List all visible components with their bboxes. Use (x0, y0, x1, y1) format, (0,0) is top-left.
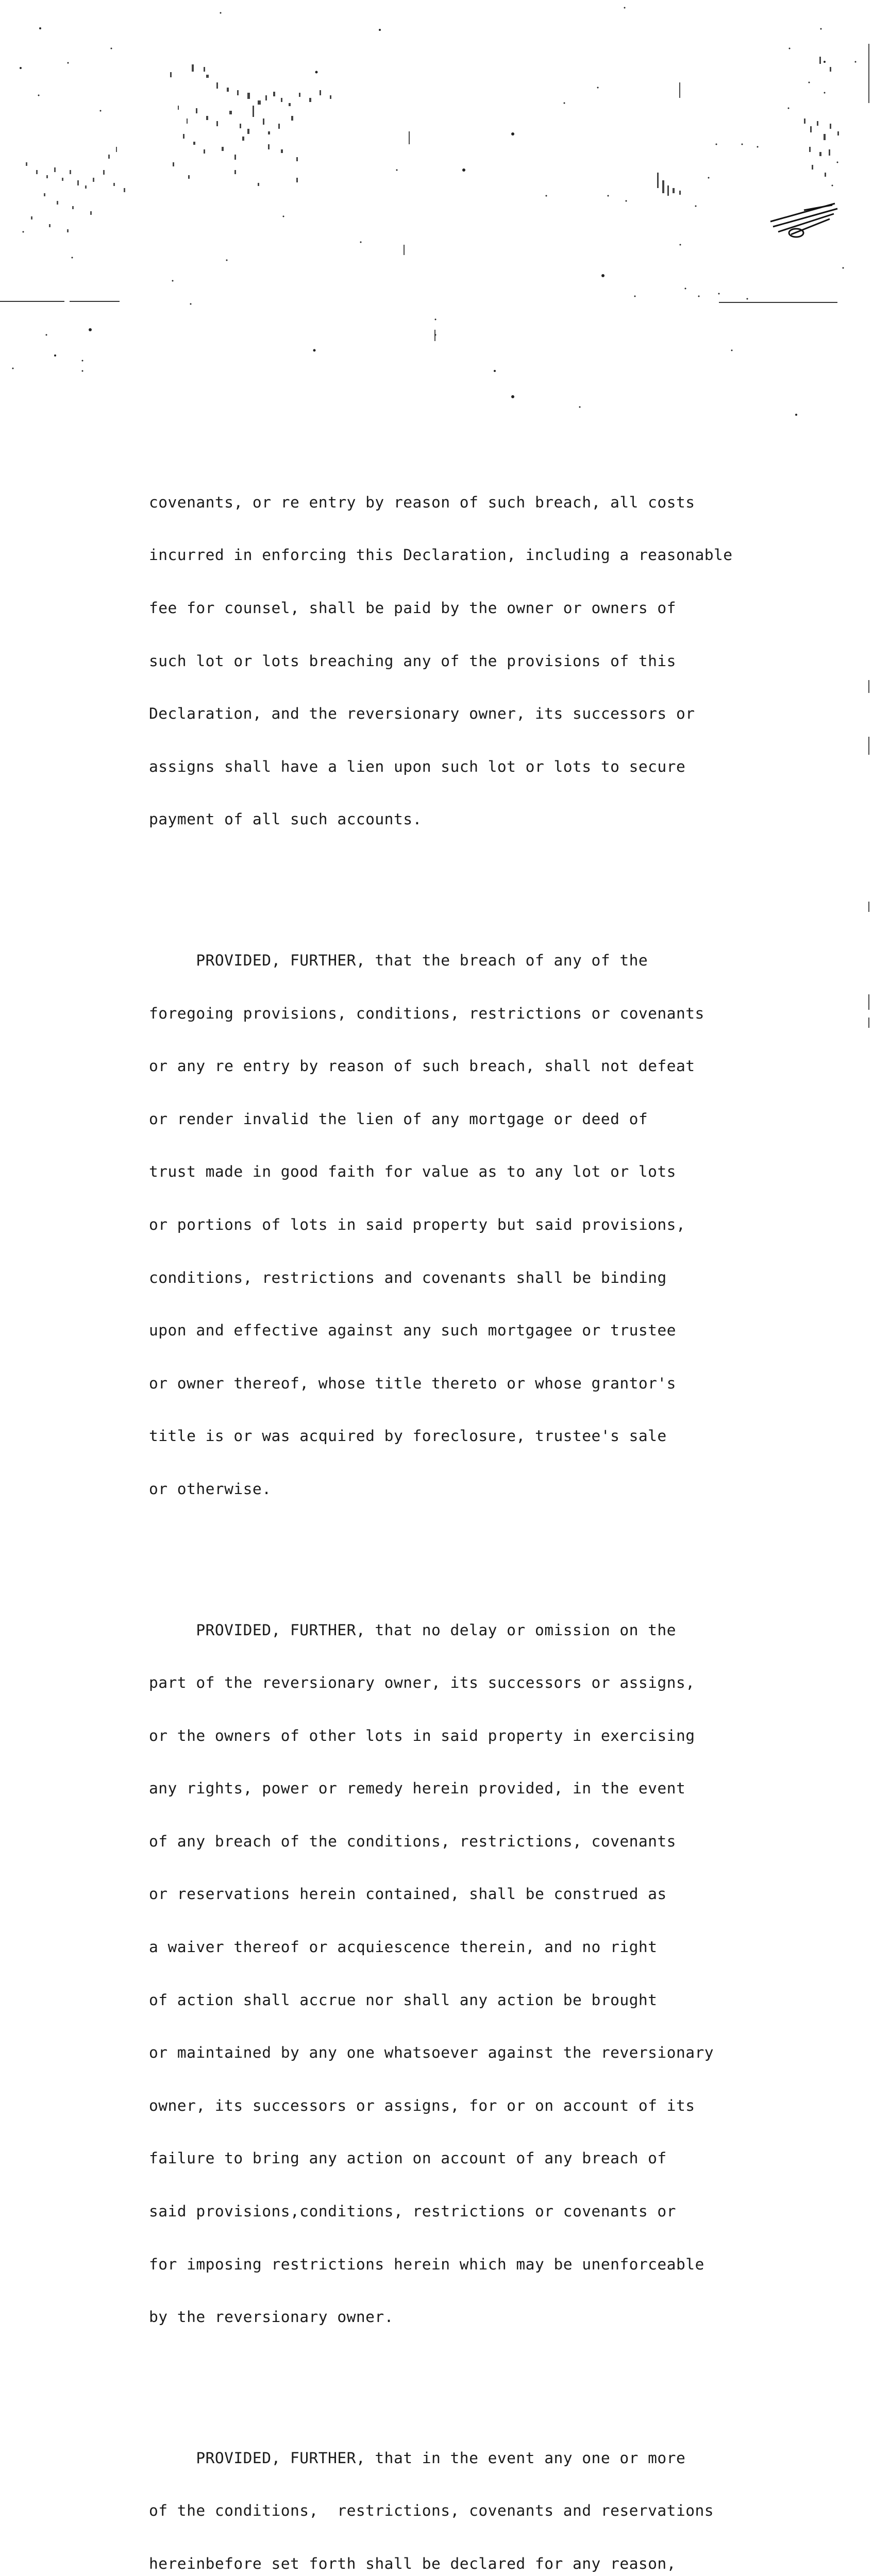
text-line: said provisions,conditions, restrictions or covenants or (149, 2202, 676, 2221)
text-line: or render invalid the lien of any mortgage or deed of (149, 1110, 648, 1128)
text-line: or reservations herein contained, shall be construed as (149, 1885, 667, 1903)
text-line: of action shall accrue nor shall any action be brought (149, 1991, 658, 2009)
text-line: for imposing restrictions herein which may be unenforceable (149, 2255, 704, 2273)
text-line: incurred in enforcing this Declaration, including a reasonable (149, 546, 733, 564)
document-body (149, 423, 814, 2576)
text-line: such lot or lots breaching any of the provisions of this (149, 652, 676, 670)
paragraph-costs (149, 458, 814, 863)
text-line: PROVIDED, FURTHER, that no delay or omission on the (149, 1621, 676, 1639)
text-line: or any re entry by reason of such breach, shall not defeat (149, 1057, 695, 1075)
paragraph-severability (149, 2414, 814, 2576)
page-edge-marks (867, 36, 873, 1133)
text-line: part of the reversionary owner, its successors or assigns, (149, 1674, 695, 1692)
text-line: or owner thereof, whose title thereto or whose grantor's (149, 1374, 676, 1392)
text-line: of the conditions, restrictions, covenants and reservations (149, 2502, 714, 2520)
text-line: upon and effective against any such mortgagee or trustee (149, 1321, 676, 1340)
text-line: a waiver thereof or acquiescence therein, and no right (149, 1938, 658, 1956)
scan-noise (0, 0, 873, 412)
text-line: Declaration, and the reversionary owner, its successors or (149, 705, 695, 723)
text-line: failure to bring any action on account of any breach of (149, 2149, 667, 2167)
text-line: any rights, power or remedy herein provided, in the event (149, 1780, 686, 1798)
text-line: of any breach of the conditions, restrictions, covenants (149, 1832, 676, 1850)
text-line: or maintained by any one whatsoever against the reversionary (149, 2044, 714, 2062)
text-line: trust made in good faith for value as to any lot or lots (149, 1163, 676, 1181)
text-line: conditions, restrictions and covenants shall be binding (149, 1268, 667, 1286)
text-line: or the owners of other lots in said property in exercising (149, 1726, 695, 1744)
paragraph-mortgage-lien (149, 917, 814, 1533)
paragraph-no-waiver (149, 1586, 814, 2361)
text-line: hereinbefore set forth shall be declared for any reason, (149, 2555, 676, 2572)
text-line: or portions of lots in said property but said provisions, (149, 1215, 686, 1233)
text-line: title is or was acquired by foreclosure, trustee's sale (149, 1427, 667, 1445)
text-line: covenants, or re entry by reason of such breach, all costs (149, 493, 695, 511)
text-line: foregoing provisions, conditions, restrictions or covenants (149, 1004, 704, 1022)
text-line: by the reversionary owner. (149, 2308, 394, 2326)
text-line: payment of all such accounts. (149, 810, 422, 828)
text-line: PROVIDED, FURTHER, that the breach of any of the (149, 951, 648, 969)
text-line: PROVIDED, FURTHER, that in the event any one or more (149, 2449, 686, 2467)
text-line: owner, its successors or assigns, for or on account of its (149, 2096, 695, 2114)
text-line: or otherwise. (149, 1480, 272, 1498)
text-line: assigns shall have a lien upon such lot or lots to secure (149, 757, 686, 775)
text-line: fee for counsel, shall be paid by the owner or owners of (149, 599, 676, 617)
